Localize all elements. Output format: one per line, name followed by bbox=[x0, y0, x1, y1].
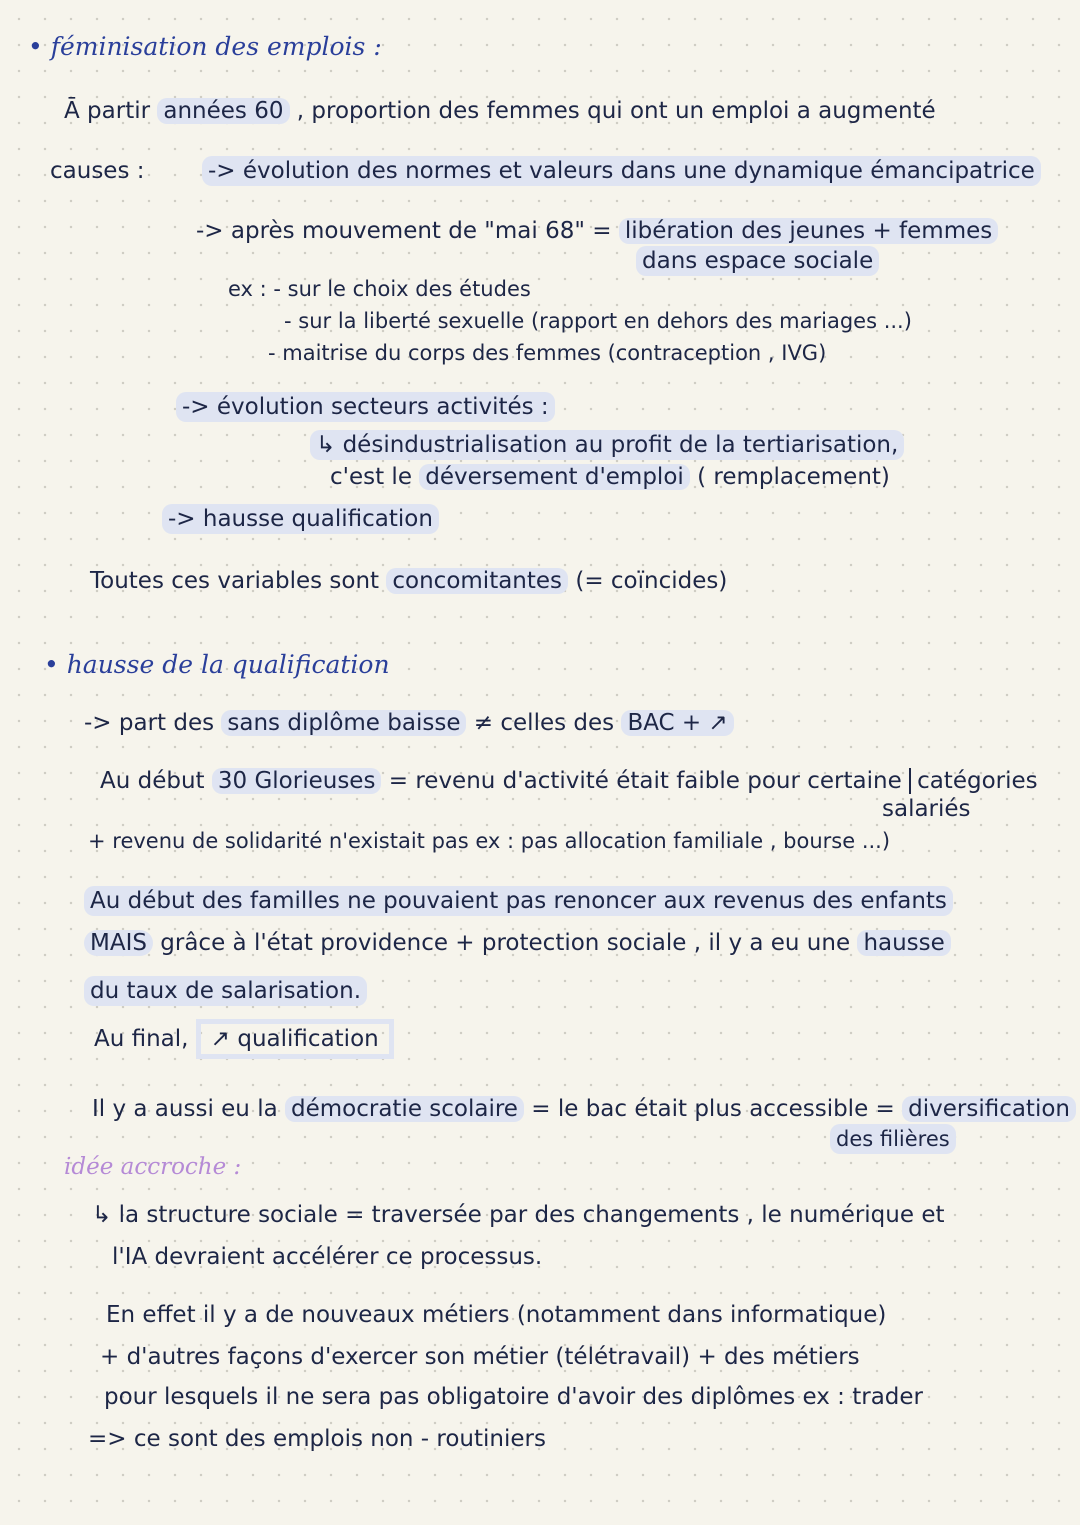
deversement-line: c'est le déversement d'emploi ( remplacement) bbox=[330, 464, 890, 490]
causes-label: causes : bbox=[50, 158, 145, 184]
etat-providence-line: MAIS grâce à l'état providence + protection sociale , il y a eu une hausse bbox=[84, 928, 951, 958]
example-liberte: - sur la liberté sexuelle (rapport en dehors des mariages ...) bbox=[284, 309, 912, 333]
cause-mai68-continued: dans espace sociale bbox=[636, 246, 879, 276]
desindustrialisation-line: ↳ désindustrialisation au profit de la tertiarisation, bbox=[310, 430, 904, 460]
diplomes-line: pour lesquels il ne sera pas obligatoire d'avoir des diplômes ex : trader bbox=[104, 1384, 924, 1410]
nouveaux-metiers-line: En effet il y a de nouveaux métiers (notamment dans informatique) bbox=[106, 1302, 887, 1328]
cause-normes: -> évolution des normes et valeurs dans une dynamique émancipatrice bbox=[202, 156, 1041, 186]
intro-line: Ā partir années 60 , proportion des femmes qui ont un emploi a augmenté bbox=[64, 98, 936, 124]
au-final-line: Au final, ↗ qualification bbox=[94, 1024, 394, 1054]
non-routiniers-line: => ce sont des emplois non - routiniers bbox=[88, 1426, 546, 1452]
section-title-qualification: • hausse de la qualification bbox=[44, 650, 390, 679]
example-etudes: ex : - sur le choix des études bbox=[228, 277, 531, 301]
glorieuses-line: Au début 30 Glorieuses = revenu d'activité était faible pour certaine catégories bbox=[100, 768, 1038, 794]
example-corps: - maitrise du corps des femmes (contraception , IVG) bbox=[268, 341, 827, 365]
teletravail-line: + d'autres façons d'exercer son métier (télétravail) + des métiers bbox=[100, 1344, 860, 1370]
familles-line: Au début des familles ne pouvaient pas renoncer aux revenus des enfants bbox=[84, 886, 953, 916]
diplome-line: -> part des sans diplôme baisse ≠ celles des BAC + ↗ bbox=[84, 708, 734, 738]
conclusion-variables: Toutes ces variables sont concomitantes (= coïncides) bbox=[90, 568, 728, 594]
filieres-line: des filières bbox=[830, 1124, 956, 1154]
cause-mai68: -> après mouvement de "mai 68" = libération des jeunes + femmes bbox=[196, 216, 998, 246]
cause-secteurs: -> évolution secteurs activités : bbox=[176, 392, 555, 422]
cause-qualification: -> hausse qualification bbox=[162, 504, 439, 534]
salarisation-line: du taux de salarisation. bbox=[84, 976, 367, 1006]
solidarite-line: + revenu de solidarité n'existait pas ex : pas allocation familiale , bourse ...) bbox=[88, 829, 891, 853]
ia-line: l'IA devraient accélérer ce processus. bbox=[112, 1244, 543, 1270]
structure-sociale-line: ↳ la structure sociale = traversée par des changements , le numérique et bbox=[92, 1202, 945, 1228]
democratie-scolaire-line: Il y a aussi eu la démocratie scolaire = le bac était plus accessible = diversification bbox=[92, 1094, 1076, 1124]
idee-accroche-title: idée accroche : bbox=[64, 1154, 242, 1180]
section-title-feminisation: • féminisation des emplois : bbox=[28, 32, 382, 61]
categories-salaries: salariés bbox=[882, 796, 971, 822]
